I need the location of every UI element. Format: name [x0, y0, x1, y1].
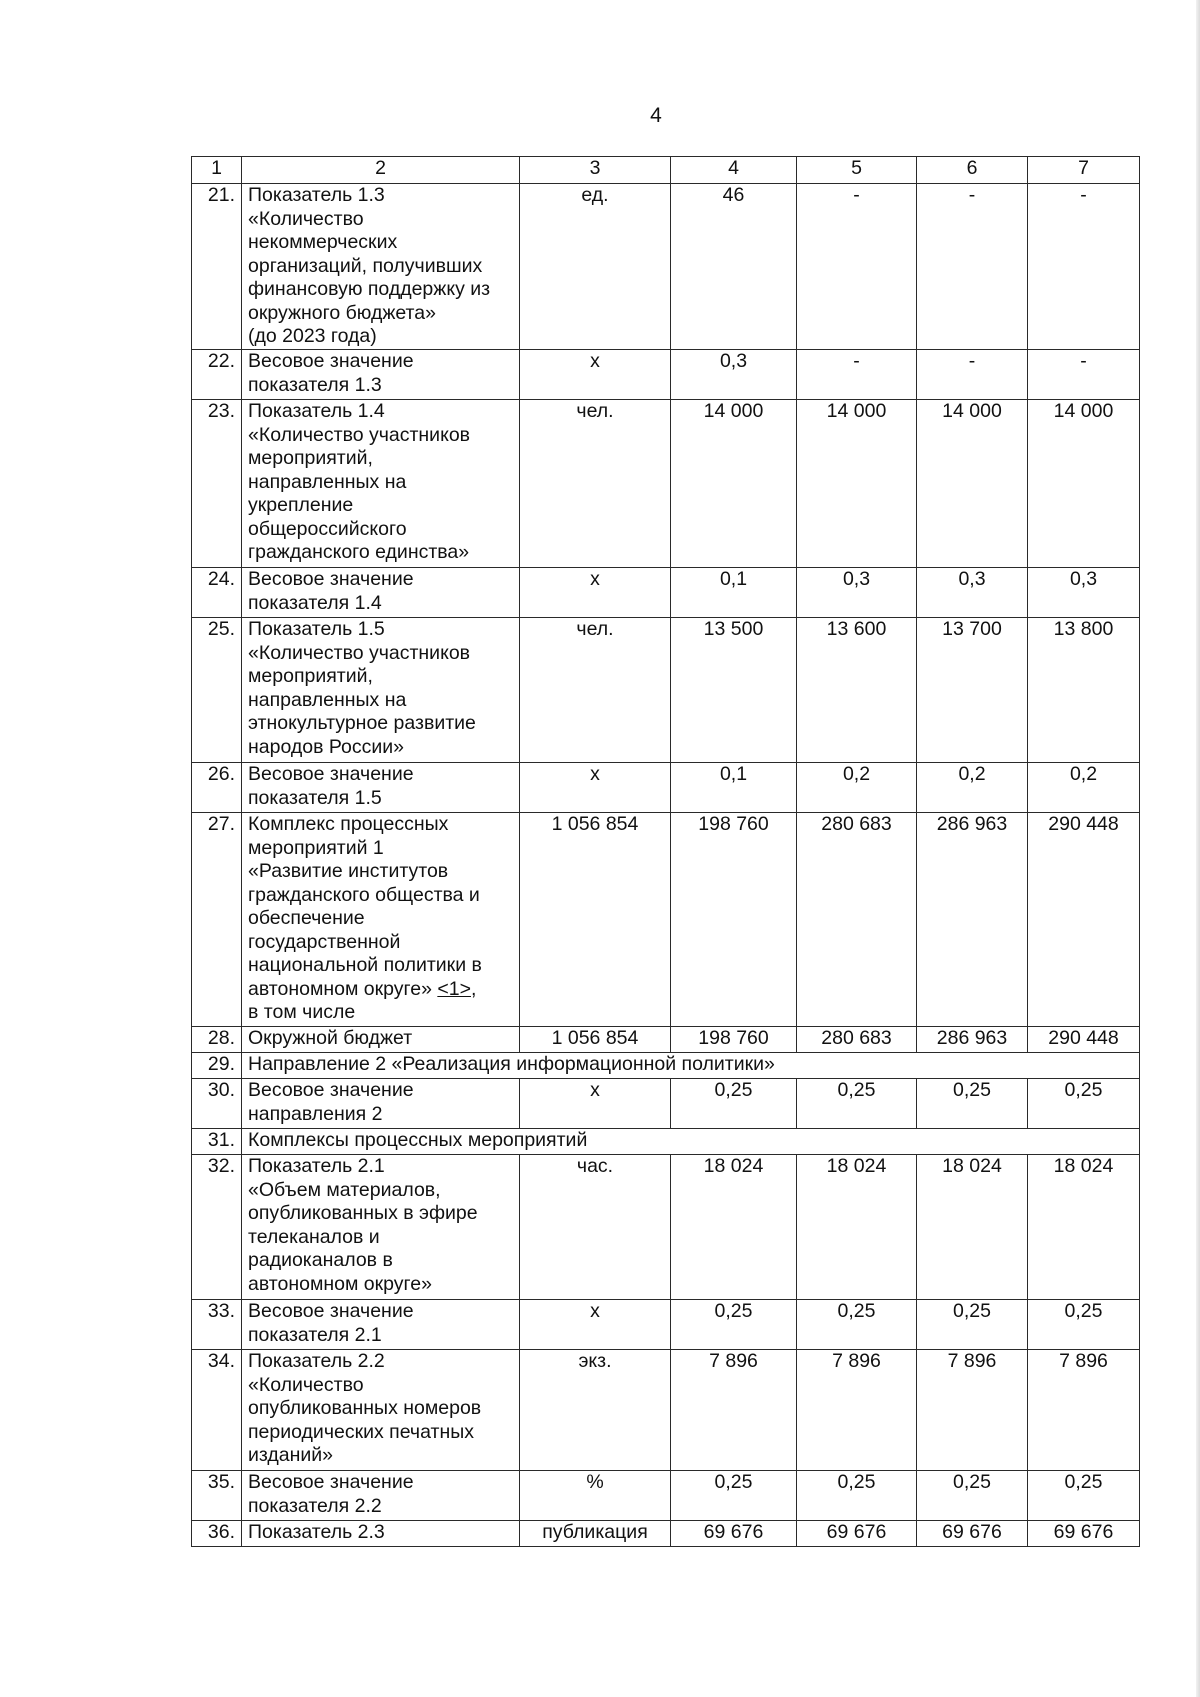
row-number: 31.	[192, 1129, 242, 1155]
unit-cell: ед.	[520, 184, 671, 350]
value-col6: 69 676	[917, 1521, 1028, 1547]
column-header: 6	[917, 157, 1028, 184]
indicator-name: Весовое значение показателя 2.2	[242, 1471, 520, 1521]
value-col5: 280 683	[797, 813, 917, 1027]
row-number: 23.	[192, 400, 242, 568]
value-col7: 69 676	[1028, 1521, 1140, 1547]
unit-cell: публикация	[520, 1521, 671, 1547]
value-col4: 69 676	[671, 1521, 797, 1547]
value-col4: 0,25	[671, 1300, 797, 1350]
value-col7: 0,3	[1028, 568, 1140, 618]
value-col5: 0,2	[797, 763, 917, 813]
footnote-link[interactable]: <1>	[437, 977, 471, 1000]
column-header: 3	[520, 157, 671, 184]
table-row	[192, 618, 1140, 763]
table-row	[192, 763, 1140, 813]
row-number: 35.	[192, 1471, 242, 1521]
table-row	[192, 1350, 1140, 1471]
name-text: , в том числе	[248, 977, 477, 1023]
section-heading: Направление 2 «Реализация информационной политики»	[242, 1053, 1140, 1079]
value-col4: 198 760	[671, 1027, 797, 1053]
page-number: 4	[650, 104, 662, 127]
indicators-table	[191, 156, 1140, 1547]
indicator-name	[242, 813, 520, 1027]
table-row	[192, 1027, 1140, 1053]
indicator-name: Показатель 2.1 «Объем материалов, опубликованных в эфире телеканалов и радиоканалов в автономном округе»	[242, 1155, 520, 1300]
value-col7: 13 800	[1028, 618, 1140, 763]
indicator-name: Весовое значение направления 2	[242, 1079, 520, 1129]
value-col5: -	[797, 184, 917, 350]
row-number: 30.	[192, 1079, 242, 1129]
value-col7: 0,25	[1028, 1079, 1140, 1129]
value-col5: -	[797, 350, 917, 400]
value-col6: 0,3	[917, 568, 1028, 618]
indicator-name: Показатель 1.3 «Количество некоммерческих организаций, получивших финансовую поддержку из окружного бюджета» (до 2023 года)	[242, 184, 520, 350]
table-row	[192, 1471, 1140, 1521]
unit-cell: чел.	[520, 400, 671, 568]
unit-cell: x	[520, 1300, 671, 1350]
value-col4: 0,3	[671, 350, 797, 400]
value-col7: -	[1028, 184, 1140, 350]
indicator-name: Показатель 1.4 «Количество участников мероприятий, направленных на укрепление общероссийского гражданского единства»	[242, 400, 520, 568]
unit-cell: x	[520, 350, 671, 400]
unit-cell: 1 056 854	[520, 1027, 671, 1053]
table-row	[192, 400, 1140, 568]
unit-cell: 1 056 854	[520, 813, 671, 1027]
table-row	[192, 1300, 1140, 1350]
row-number: 32.	[192, 1155, 242, 1300]
row-number: 25.	[192, 618, 242, 763]
value-col5: 13 600	[797, 618, 917, 763]
table-row	[192, 350, 1140, 400]
row-number: 33.	[192, 1300, 242, 1350]
value-col5: 0,3	[797, 568, 917, 618]
row-number: 21.	[192, 184, 242, 350]
unit-cell: экз.	[520, 1350, 671, 1471]
value-col7: 0,25	[1028, 1300, 1140, 1350]
indicator-name: Весовое значение показателя 2.1	[242, 1300, 520, 1350]
indicator-name: Показатель 2.2 «Количество опубликованных номеров периодических печатных изданий»	[242, 1350, 520, 1471]
row-number: 34.	[192, 1350, 242, 1471]
unit-cell: час.	[520, 1155, 671, 1300]
row-number: 29.	[192, 1053, 242, 1079]
value-col7: 290 448	[1028, 1027, 1140, 1053]
value-col4: 13 500	[671, 618, 797, 763]
unit-cell: %	[520, 1471, 671, 1521]
value-col6: 286 963	[917, 1027, 1028, 1053]
value-col7: 290 448	[1028, 813, 1140, 1027]
value-col4: 0,25	[671, 1471, 797, 1521]
value-col6: 14 000	[917, 400, 1028, 568]
table-row	[192, 184, 1140, 350]
column-header: 2	[242, 157, 520, 184]
table-header-row	[192, 157, 1140, 184]
section-heading: Комплексы процессных мероприятий	[242, 1129, 1140, 1155]
table-row	[192, 1129, 1140, 1155]
table-row	[192, 1053, 1140, 1079]
value-col6: 286 963	[917, 813, 1028, 1027]
value-col6: 0,25	[917, 1300, 1028, 1350]
value-col4: 0,1	[671, 763, 797, 813]
value-col6: 18 024	[917, 1155, 1028, 1300]
row-number: 27.	[192, 813, 242, 1027]
indicator-name: Весовое значение показателя 1.5	[242, 763, 520, 813]
value-col7: 0,25	[1028, 1471, 1140, 1521]
unit-cell: чел.	[520, 618, 671, 763]
value-col6: 7 896	[917, 1350, 1028, 1471]
value-col6: -	[917, 184, 1028, 350]
value-col4: 18 024	[671, 1155, 797, 1300]
unit-cell: x	[520, 1079, 671, 1129]
value-col6: 13 700	[917, 618, 1028, 763]
value-col4: 0,1	[671, 568, 797, 618]
table-row	[192, 568, 1140, 618]
value-col5: 0,25	[797, 1471, 917, 1521]
unit-cell: x	[520, 568, 671, 618]
table-row	[192, 1521, 1140, 1547]
value-col5: 0,25	[797, 1300, 917, 1350]
name-text: Комплекс процессных мероприятий 1 «Развитие институтов гражданского общества и обеспечение государственной национальной политики в автономном округе»	[248, 813, 482, 1000]
value-col4: 198 760	[671, 813, 797, 1027]
table-row	[192, 813, 1140, 1027]
column-header: 4	[671, 157, 797, 184]
column-header: 5	[797, 157, 917, 184]
scan-edge	[1196, 0, 1200, 1697]
value-col7: 14 000	[1028, 400, 1140, 568]
row-number: 22.	[192, 350, 242, 400]
indicator-name: Показатель 1.5 «Количество участников мероприятий, направленных на этнокультурное развитие народов России»	[242, 618, 520, 763]
indicator-name: Весовое значение показателя 1.4	[242, 568, 520, 618]
value-col5: 280 683	[797, 1027, 917, 1053]
table-row	[192, 1079, 1140, 1129]
row-number: 26.	[192, 763, 242, 813]
row-number: 24.	[192, 568, 242, 618]
column-header: 7	[1028, 157, 1140, 184]
value-col5: 69 676	[797, 1521, 917, 1547]
row-number: 36.	[192, 1521, 242, 1547]
value-col5: 0,25	[797, 1079, 917, 1129]
value-col4: 14 000	[671, 400, 797, 568]
indicator-name: Весовое значение показателя 1.3	[242, 350, 520, 400]
row-number: 28.	[192, 1027, 242, 1053]
value-col7: 18 024	[1028, 1155, 1140, 1300]
value-col6: 0,25	[917, 1471, 1028, 1521]
indicator-name: Окружной бюджет	[242, 1027, 520, 1053]
value-col6: -	[917, 350, 1028, 400]
indicator-name: Показатель 2.3	[242, 1521, 520, 1547]
value-col4: 46	[671, 184, 797, 350]
value-col7: 7 896	[1028, 1350, 1140, 1471]
value-col4: 7 896	[671, 1350, 797, 1471]
column-header: 1	[192, 157, 242, 184]
value-col7: 0,2	[1028, 763, 1140, 813]
value-col5: 18 024	[797, 1155, 917, 1300]
value-col6: 0,25	[917, 1079, 1028, 1129]
value-col4: 0,25	[671, 1079, 797, 1129]
value-col5: 14 000	[797, 400, 917, 568]
unit-cell: x	[520, 763, 671, 813]
table-row	[192, 1155, 1140, 1300]
value-col6: 0,2	[917, 763, 1028, 813]
value-col5: 7 896	[797, 1350, 917, 1471]
value-col7: -	[1028, 350, 1140, 400]
